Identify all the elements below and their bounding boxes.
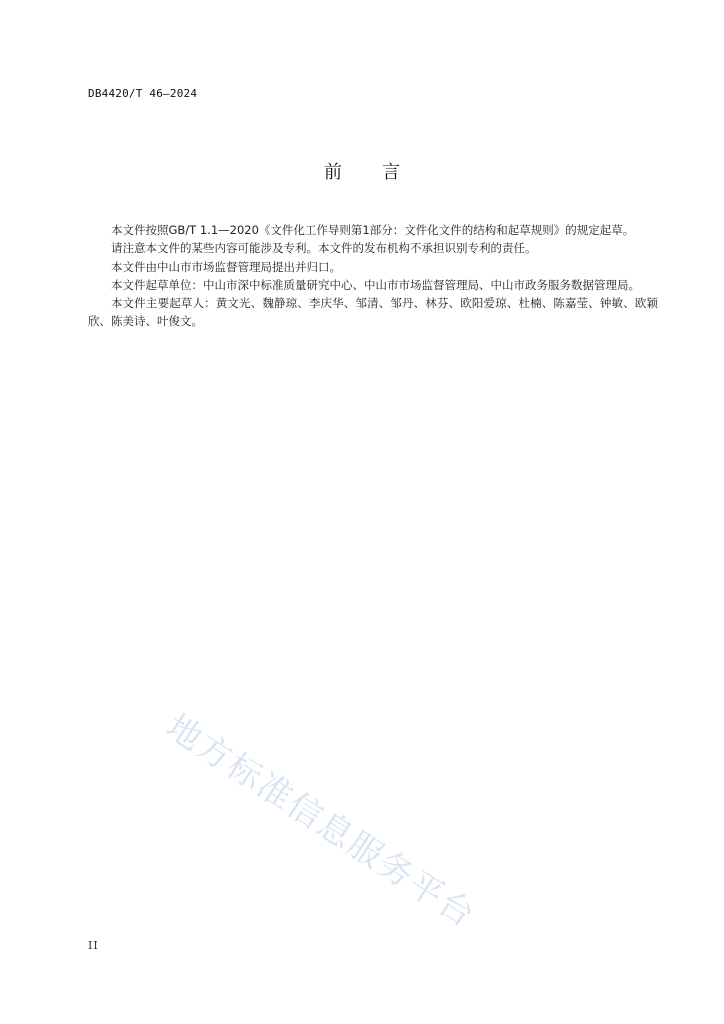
page-number: II: [88, 939, 99, 952]
watermark: 地方标准信息服务平台: [158, 706, 483, 937]
page-title: 前言: [324, 162, 440, 183]
paragraph-drafting-units: 本文件起草单位：中山市深中标准质量研究中心、中山市市场监督管理局、中山市政务服务数据管理局。: [111, 277, 640, 292]
paragraph-proposer: 本文件由中山市市场监督管理局提出并归口。: [111, 259, 341, 274]
paragraph-patent-notice: 请注意本文件的某些内容可能涉及专利。本文件的发布机构不承担识别专利的责任。: [111, 241, 537, 256]
document-code: DB4420/T 46—2024: [88, 87, 198, 100]
paragraph-drafting-rules: 本文件按照GB/T 1.1—2020《文件化工作导则第1部分：文件化文件的结构和起草规则》的规定起草。: [111, 223, 635, 237]
paragraph-drafters: 本文件主要起草人：黄文光、魏静琼、李庆华、邹清、邹丹、林芬、欧阳爱琼、杜楠、陈嘉莹、钟敏、欧颖欣、陈美诗、叶俊文。: [88, 296, 658, 329]
foreword-body: [88, 221, 658, 331]
